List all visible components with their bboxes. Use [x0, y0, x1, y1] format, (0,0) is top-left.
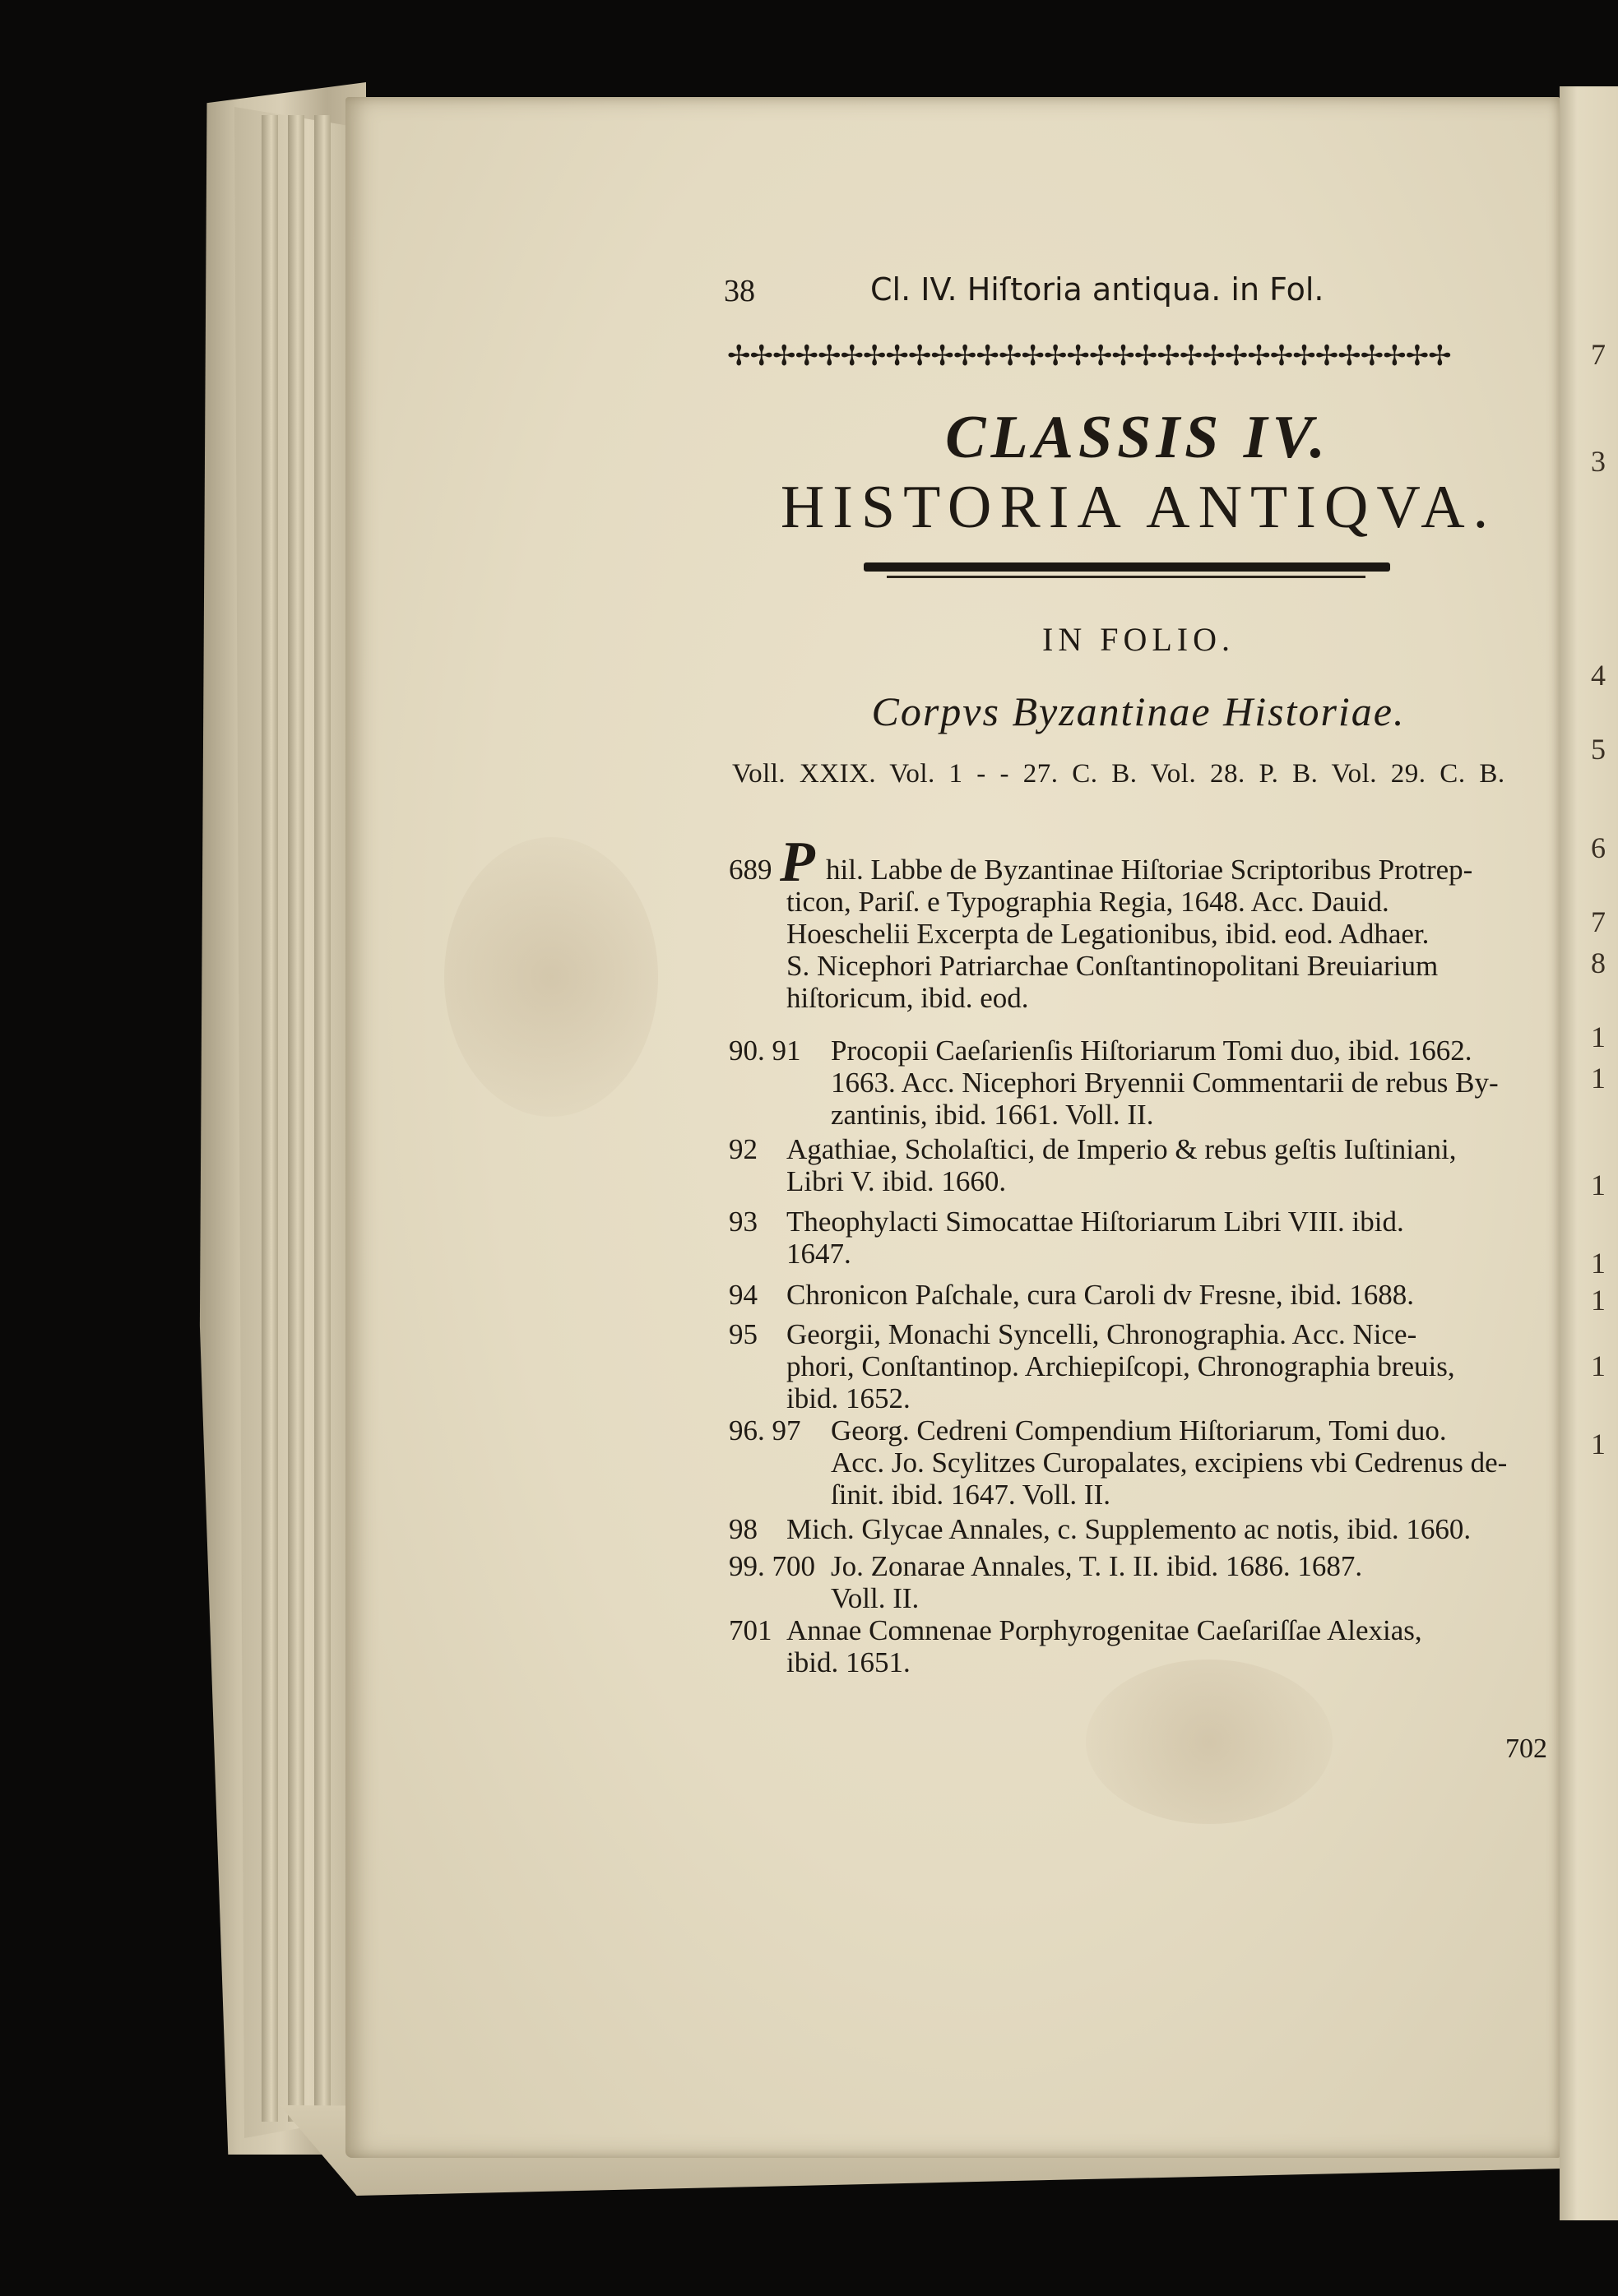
entry-line: Procopii Caeſarienſis Hiſtoriarum Tomi duo, ibid. 1662. [831, 1035, 1472, 1067]
facing-page-char: 1 [1591, 1349, 1606, 1382]
entry-line: Mich. Glycae Annales, c. Supplemento ac notis, ibid. 1660. [786, 1513, 1472, 1545]
volumes-line: Voll. XXIX. Vol. 1 - - 27. C. B. Vol. 28. P. B. Vol. 29. C. B. [732, 759, 1505, 789]
facing-page-char: 6 [1591, 831, 1606, 864]
catalog-entry [729, 1035, 1551, 1131]
entry-line: Voll. II. [831, 1582, 920, 1614]
entry-line: S. Nicephori Patriarchae Conſtantinopolitani Breuiarium [786, 950, 1439, 982]
entry-line: ticon, Pariſ. e Typographia Regia, 1648. Acc. Dauid. [786, 886, 1389, 918]
entry-line: Chronicon Paſchale, cura Caroli dv Fresne, ibid. 1688. [786, 1279, 1415, 1311]
catalog-entry [729, 1614, 1551, 1678]
entry-line: Acc. Jo. Scylitzes Curopalates, excipiens vbi Cedrenus de- [831, 1447, 1508, 1479]
facing-page-char: 5 [1591, 733, 1606, 766]
catalog-entry [729, 1318, 1551, 1414]
entry-line: Theophylacti Simocattae Hiſtoriarum Libri VIII. ibid. [786, 1206, 1404, 1238]
entry-line: Georg. Cedreni Compendium Hiſtoriarum, Tomi duo. [831, 1414, 1447, 1447]
paper-stain [444, 837, 658, 1117]
entry-line: Jo. Zonarae Annales, T. I. II. ibid. 1686. 1687. [831, 1550, 1363, 1582]
facing-page-char: 7 [1591, 338, 1606, 371]
facing-page-char: 1 [1591, 1284, 1606, 1317]
paper-stain [1086, 1660, 1333, 1824]
format-heading: IN FOLIO. [1042, 621, 1235, 658]
entry-number: 701 [729, 1614, 772, 1646]
entry-number: 92 [729, 1133, 758, 1165]
catalog-entry [729, 831, 1551, 1014]
facing-page-char: 1 [1591, 1169, 1606, 1201]
entry-line: hiſtoricum, ibid. eod. [786, 982, 1029, 1014]
facing-page-char: 1 [1591, 1021, 1606, 1053]
entry-text [786, 1614, 1545, 1678]
entry-text [831, 1414, 1545, 1511]
entry-line: hil. Labbe de Byzantinae Hiſtoriae Scriptoribus Protrep- [826, 854, 1473, 886]
facing-page-char: 7 [1591, 905, 1606, 938]
entry-number: 98 [729, 1513, 758, 1545]
classis-heading: CLASSIS IV. [945, 404, 1330, 471]
entry-line: phori, Conſtantinop. Archiepiſcopi, Chronographia breuis, [786, 1350, 1455, 1382]
entry-text [780, 831, 1545, 1014]
entry-line: ibid. 1651. [786, 1646, 911, 1678]
entry-text [786, 1206, 1545, 1270]
entry-number: 99. 700 [729, 1550, 815, 1582]
running-head: Cl. IV. Hiſtoria antiqua. in Fol. [870, 271, 1324, 308]
facing-page-char: 1 [1591, 1062, 1606, 1095]
catalog-entry [729, 1206, 1551, 1270]
catalog-entry [729, 1414, 1551, 1511]
page-edge-strip [314, 115, 331, 2122]
section-title: HISTORIA ANTIQVA. [780, 474, 1497, 541]
entry-line: ibid. 1652. [786, 1382, 911, 1414]
page-number: 38 [724, 274, 755, 308]
facing-page-char: 3 [1591, 445, 1606, 478]
entry-number: 93 [729, 1206, 758, 1238]
catalog-entry [729, 1513, 1551, 1545]
catchword: 702 [1505, 1734, 1547, 1764]
catalog-entry [729, 1133, 1551, 1197]
entry-text [786, 1133, 1545, 1197]
entry-line: zantinis, ibid. 1661. Voll. II. [831, 1099, 1154, 1131]
entry-line: 1647. [786, 1238, 851, 1270]
page-edge-strip [262, 115, 278, 2122]
entry-line: ſinit. ibid. 1647. Voll. II. [831, 1479, 1110, 1511]
entry-number: 96. 97 [729, 1414, 801, 1447]
entry-line: Annae Comnenae Porphyrogenitae Caeſariſſae Alexias, [786, 1614, 1422, 1646]
entry-number: 95 [729, 1318, 758, 1350]
entry-line: Hoeschelii Excerpta de Legationibus, ibid. eod. Adhaer. [786, 918, 1430, 950]
title-rule [864, 562, 1390, 572]
entry-line: Georgii, Monachi Syncelli, Chronographia. Acc. Nice- [786, 1318, 1417, 1350]
entry-number: 689 [729, 854, 772, 886]
title-rule-thin [887, 576, 1365, 578]
facing-page-char: 4 [1591, 659, 1606, 692]
facing-page-char: 1 [1591, 1247, 1606, 1280]
entry-number: 94 [729, 1279, 758, 1311]
catalog-entry [729, 1279, 1551, 1311]
entry-text [786, 1279, 1545, 1311]
collection-heading: Corpvs Byzantinae Historiae. [871, 688, 1406, 734]
facing-page-char: 1 [1591, 1428, 1606, 1460]
entry-line: Libri V. ibid. 1660. [786, 1165, 1007, 1197]
entry-text [831, 1550, 1545, 1614]
entry-text [786, 1318, 1545, 1414]
facing-page-char: 8 [1591, 947, 1606, 979]
entry-line: 1663. Acc. Nicephori Bryennii Commentarii de rebus By- [831, 1067, 1499, 1099]
entry-text [786, 1513, 1545, 1545]
ornament-rule: ✢✢✢✢✢✢✢✢✢✢✢✢✢✢✢✢✢✢✢✢✢✢✢✢✢✢✢✢✢✢✢✢ [727, 340, 1451, 373]
entry-line: Agathiae, Scholaſtici, de Imperio & rebus geſtis Iuſtiniani, [786, 1133, 1457, 1165]
next-page-edge [1560, 86, 1618, 2220]
entry-number: 90. 91 [729, 1035, 801, 1067]
drop-capital: P [780, 831, 815, 894]
catalog-entry [729, 1550, 1551, 1614]
page-edge-strip [288, 115, 304, 2122]
entry-text [831, 1035, 1545, 1131]
